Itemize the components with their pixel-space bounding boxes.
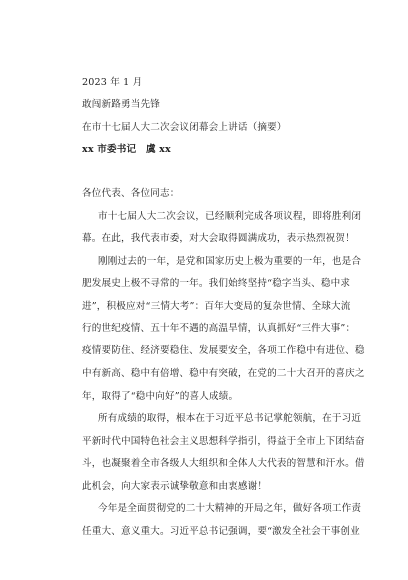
paragraph-line: 市十七届人大二次会议，已经顺利完成各项议程，即将胜利闭: [98, 211, 362, 222]
document-subtitle: 在市十七届人大二次会议闭幕会上讲话（摘要）: [82, 122, 287, 133]
paragraph-line: 此机会，向大家表示诚挚敬意和由衷感谢！: [82, 481, 268, 492]
document-date: 2023 年 1 月: [82, 77, 143, 88]
paragraph-line: 年，取得了“稳中向好”的喜人成绩。: [82, 391, 239, 402]
paragraph-line: 中有新高、稳中有倍增、稳中有突破，在党的二十大召开的喜庆之: [82, 368, 365, 379]
paragraph-line: 刚刚过去的一年，是党和国家历史上极为重要的一年，也是合: [98, 256, 362, 267]
document-title: 敢闯新路勇当先锋: [82, 99, 160, 110]
paragraph-line: 所有成绩的取得，根本在于习近平总书记掌舵领航，在于习近: [98, 413, 362, 424]
paragraph-line: 任重大、意义重大。习近平总书记强调，要“激发全社会干事创业: [82, 526, 360, 537]
paragraph-line: 行的世纪疫情、五十年不遇的高温旱情，认真抓好“三件大事”：: [82, 323, 356, 334]
paragraph-line: 肥发展史上极不寻常的一年。我们始终坚持“稳字当头、稳中求: [82, 278, 351, 289]
paragraph-line: 幕。在此，我代表市委，对大会取得圆满成功，表示热烈祝贺！: [82, 233, 355, 244]
paragraph-line: 斗，也凝聚着全市各级人大组织和全体人大代表的智慧和汗水。借: [82, 458, 365, 469]
document-author: xx 市委书记 虞 xx: [82, 144, 171, 155]
paragraph-line: 疫情要防住、经济要稳住、发展要安全，各项工作稳中有进位、稳: [82, 345, 365, 356]
paragraph-line: 进”，积极应对“三情大考”：百年大变局的复杂世情、全球大流: [82, 301, 351, 312]
document-greeting: 各位代表、各位同志：: [82, 188, 180, 199]
paragraph-line: 平新时代中国特色社会主义思想科学指引，得益于全市上下团结奋: [82, 436, 365, 447]
paragraph-line: 今年是全面贯彻党的二十大精神的开局之年，做好各项工作责: [98, 503, 362, 514]
